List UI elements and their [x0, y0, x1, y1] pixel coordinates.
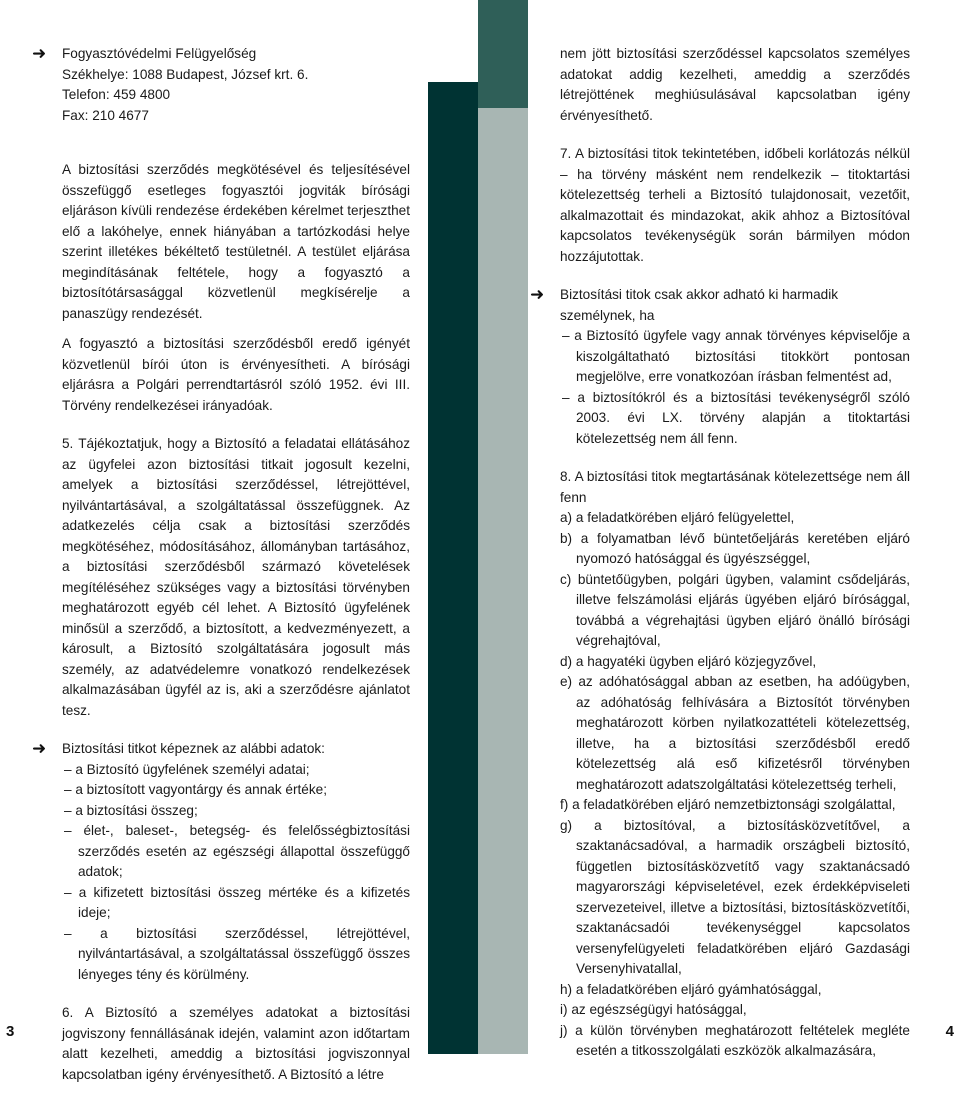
third-party-intro: Biztosítási titok csak akkor adható ki harmadik személynek, ha [560, 287, 839, 323]
list-item: c) büntetőügyben, polgári ügyben, valamint csődeljárás, illetve felszámolási eljárás ügyében eljáró bírósággal, továbbá a végrehajtási ügyben eljáró önálló bírósági végrehajtóval, [560, 571, 910, 648]
list-item: g) a biztosítóval, a biztosításközvetítővel, a szaktanácsadóval, a harmadik országbeli biztosító, független biztosításközvetítő vagy szaktanácsadó magyarországi képviseletével, ezek érdekképviseleti szervezeteivel, illetve a biztosítási, biztosításközvetítői, szaktanácsadói tevékenységgel kapcsolatos versenyfelügyeleti feladatkörében eljáró Gazdasági Versenyhivatallal, [560, 817, 910, 976]
list-item: a) a feladatkörében eljáró felügyelettel, [560, 510, 795, 525]
secrets-list [62, 760, 410, 986]
address-line: Fax: 210 4677 [62, 107, 149, 123]
list-item: – élet-, baleset-, betegség- és felelősségbiztosítási szerződés esetén az egészségi állapottal összefüggő adatok; [64, 823, 410, 879]
paragraph-court: A fogyasztó a biztosítási szerződésből eredő igényét közvetlenül bírói úton is érvényesítheti. A bírósági eljárásra a Polgári perrendtartásról szóló 1952. évi III. Törvény rendelkezései irányadóak. [62, 336, 410, 413]
left-column [32, 44, 410, 1103]
address-line: Székhelye: 1088 Budapest, József krt. 6. [62, 66, 309, 82]
list-item: d) a hagyatéki ügyben eljáró közjegyzővel, [560, 653, 817, 669]
list-item: – a biztosítási összeg; [64, 802, 198, 818]
arrow-right-icon: ➜ [32, 739, 47, 758]
secrets-intro: Biztosítási titkot képeznek az alábbi adatok: [62, 741, 325, 756]
list-item: – a Biztosító ügyfelének személyi adatai; [64, 761, 310, 777]
list-item: i) az egészségügyi hatósággal, [560, 1002, 747, 1017]
address-line: Telefon: 459 4800 [62, 87, 171, 102]
paragraph-6: 6. A Biztosító a személyes adatokat a biztosítási jogviszony fennállásának idején, valamint azon időtartam alatt kezelheti, ameddig a biztosítási jogviszonnyal kapcsolatban igény érvényesíthető. A Biztosító a létre [62, 1005, 410, 1082]
address-line: Fogyasztóvédelmi Felügyelőség [62, 46, 257, 61]
decorative-stripe-light [478, 108, 528, 1054]
exceptions-list [560, 508, 910, 1062]
list-item: – a biztosítási szerződéssel, létrejöttével, nyilvántartásával, a szolgáltatással összefüggő összes lényeges tény és körülmény. [64, 925, 410, 982]
list-item: – a Biztosító ügyfele vagy annak törvényes képviselője a kiszolgáltatható biztosítási titokkört pontosan megjelölve, erre vonatkozóan írásban felmentést ad, [562, 328, 910, 384]
paragraph-dispute-resolution: A biztosítási szerződés megkötésével és teljesítésével összefüggő esetleges fogyasztói jogviták bírósági eljáráson kívüli rendezése érdekében kérelmet terjeszthet elő a lakóhelye, ennek hiányában a tartózkodási helye szerint illetékes békéltető testületnél. A testület eljárása megindításának feltétele, hogy a fogyasztó a biztosítótársasággal közvetlenül megkísérelje a panaszügy rendezését. [62, 162, 410, 321]
paragraph-continued: nem jött biztosítási szerződéssel kapcsolatos személyes adatokat addig kezelheti, ameddig a szerződés létrejöttének meghiúsulásával kapcsolatban igény érvényesíthető. [560, 46, 910, 123]
arrow-right-icon: ➜ [530, 285, 545, 304]
list-item: – a kifizetett biztosítási összeg mértéke és a kifizetés ideje; [64, 884, 410, 920]
decorative-stripe-dark [428, 82, 478, 1054]
address-block [32, 44, 410, 126]
list-item: b) a folyamatban lévő büntetőeljárás keretében eljáró nyomozó hatósággal és ügyészséggel, [560, 530, 910, 566]
list-item: – a biztosítókról és a biztosítási tevékenységről szóló 2003. évi LX. törvény alapján a titoktartási kötelezettség nem áll fenn. [562, 389, 910, 446]
paragraph-5: 5. Tájékoztatjuk, hogy a Biztosító a feladatai ellátásához az ügyfelei azon biztosítási titkait jogosult kezelni, amelyek a biztosítási szerződéssel, létrejöttével, nyilvántartásával, a szolgáltatással összefüggnek. Az adatkezelés célja csak a biztosítási szerződés megkötéséhez, módosításához, állományban tartásához, a biztosítási szerződésből származó követelések megítéléséhez szükséges vagy a biztosítási törvényben meghatározott egyéb cél lehet. A Biztosító ügyfelének minősül a szerződő, a biztosított, a kedvezményezett, a károsult, a Biztosító szolgáltatására jogosult más személy, az adatvédelemre vonatkozó rendelkezések alkalmazásában ügyfél az is, aki a szerződésre ajánlatot tesz. [62, 436, 410, 718]
arrow-right-icon: ➜ [32, 44, 47, 63]
third-party-block [530, 285, 910, 449]
list-item: j) a külön törvényben meghatározott feltételek megléte esetén a titkosszolgálati eszközök alkalmazására, [560, 1022, 910, 1058]
list-item: h) a feladatkörében eljáró gyámhatósággal, [560, 981, 822, 997]
page-number-left: 3 [6, 1023, 15, 1040]
list-item: f) a feladatkörében eljáró nemzetbiztonsági szolgálattal, [560, 797, 896, 812]
list-item: – a biztosított vagyontárgy és annak értéke; [64, 782, 327, 797]
secrets-block [32, 739, 410, 985]
paragraph-8: 8. A biztosítási titok megtartásának kötelezettsége nem áll fenn [560, 469, 910, 505]
list-item: e) az adóhatósággal abban az esetben, ha adóügyben, az adóhatóság felhívására a Biztosítót törvényben meghatározott körben nyilatkozattételi kötelezettség, illetve, ha a biztosítási szerződésből eredő kötelezettség alá eső kifizetésről törvényben meghatározott adatszolgáltatási kötelezettség terheli, [560, 674, 910, 792]
page-number-right: 4 [945, 1023, 954, 1040]
third-party-list [560, 326, 910, 449]
right-column [530, 44, 910, 1062]
paragraph-7: 7. A biztosítási titok tekintetében, időbeli korlátozás nélkül – ha törvény másként nem rendelkezik – titoktartási kötelezettség terheli a Biztosító tulajdonosait, vezetőit, alkalmazottait és mindazokat, akik ahhoz a Biztosítóval kapcsolatos tevékenységük során bármilyen módon hozzájutottak. [560, 146, 910, 264]
